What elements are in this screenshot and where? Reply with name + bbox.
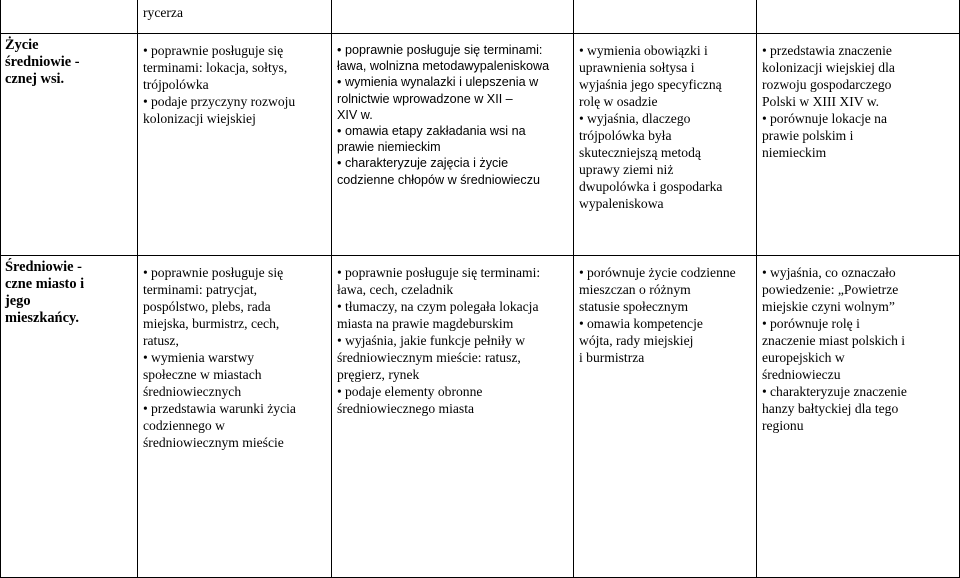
bullet-continuation [337,400,569,417]
bullet-text: rolnictwie wprowadzone w XII – [337,91,513,106]
topic-line: Średniowie - [5,259,82,275]
bullet-text: trójpolówka [143,77,209,92]
bullet-text: omawia etapy zakładania wsi na [345,124,526,139]
bullet-item [337,332,569,349]
cell-empty [574,0,757,34]
bullet-item [762,110,955,127]
bullet-continuation [337,315,569,332]
bullet-text: porównuje życie codzienne [587,265,736,280]
bullet-text: średniowiecznego miasta [337,401,475,416]
bullet-continuation [143,315,327,332]
bullet-item [579,264,752,281]
bullet-text: pospólstwo, plebs, rada [143,299,271,314]
village-level-3-cell [574,34,757,256]
bullet-text: poprawnie posługuje się terminami: [345,265,541,280]
topic-line: Życie [5,37,39,53]
bullet-text: wymienia wynalazki i ulepszenia w [345,75,539,90]
bullet-continuation [143,281,327,298]
bullet-icon: • [579,316,584,331]
bullet-continuation [762,93,955,110]
bullet-text: tłumaczy, na czym polegała lokacja [345,299,539,314]
bullet-continuation [762,417,955,434]
table-row-city [1,256,960,578]
bullet-text: trójpolówka była [579,128,672,143]
bullet-continuation [337,139,569,155]
bullet-item [337,42,569,58]
bullet-text: dwupolówka i gospodarka [579,179,723,194]
bullet-icon: • [337,124,342,139]
bullet-icon: • [762,111,767,126]
bullet-continuation [337,58,569,74]
bullet-continuation [579,127,752,144]
bullet-icon: • [762,384,767,399]
bullet-text: poprawnie posługuje się [151,43,284,58]
bullet-text: XIV w. [337,107,373,122]
bullet-icon: • [143,265,148,280]
bullet-item [762,315,955,332]
bullet-text: powiedzenie: „Powietrze [762,282,899,297]
bullet-icon: • [337,156,342,171]
bullet-item [337,383,569,400]
bullet-text: miejskie czyni wolnym” [762,299,895,314]
bullet-continuation [337,349,569,366]
bullet-text: terminami: lokacja, sołtys, [143,60,288,75]
bullet-continuation [762,298,955,315]
bullet-icon: • [579,43,584,58]
village-level-2-cell [332,34,574,256]
bullet-icon: • [143,94,148,109]
city-level-4-cell [757,256,960,578]
bullet-continuation [337,281,569,298]
bullet-continuation [337,91,569,107]
bullet-continuation [762,127,955,144]
bullet-continuation [762,349,955,366]
bullet-continuation [143,332,327,349]
bullet-text: podaje przyczyny rozwoju [151,94,296,109]
bullet-text: pręgierz, rynek [337,367,420,382]
bullet-text: skuteczniejszą metodą [579,145,701,160]
bullet-text: wyjaśnia, dlaczego [587,111,691,126]
cell-empty [757,0,960,34]
bullet-text: uprawnienia sołtysa i [579,60,695,75]
bullet-continuation [579,281,752,298]
bullet-text: codzienne chłopów w średniowieczu [337,172,541,187]
bullet-icon: • [337,299,342,314]
bullet-text: charakteryzuje zajęcia i życie [345,156,509,171]
table-row-continuation [1,0,960,34]
bullet-text: średniowiecznych [143,384,242,399]
bullet-item [579,110,752,127]
bullet-text: prawie polskim i [762,128,854,143]
bullet-text: wymienia obowiązki i [587,43,708,58]
bullet-continuation [143,417,327,434]
bullet-icon: • [337,265,342,280]
bullet-text: podaje elementy obronne [345,384,483,399]
bullet-item [143,400,327,417]
bullet-continuation [762,59,955,76]
village-level-1-cell [138,34,332,256]
cell-line: rycerza [143,5,183,20]
bullet-text: społeczne w miastach [143,367,262,382]
bullet-text: ława, wolnizna metodawypaleniskowa [337,59,550,74]
bullet-text: miasta na prawie magdeburskim [337,316,514,331]
bullet-continuation [579,178,752,195]
cell-empty [332,0,574,34]
city-level-2-cell [332,256,574,578]
bullet-item [762,264,955,281]
city-level-3-cell [574,256,757,578]
bullet-text: terminami: patrycjat, [143,282,257,297]
bullet-item [579,315,752,332]
bullet-text: porównuje rolę i [770,316,860,331]
bullet-item [579,42,752,59]
bullet-icon: • [143,350,148,365]
bullet-icon: • [337,384,342,399]
topic-line: średniowie - [5,54,80,70]
bullet-text: prawie niemieckim [337,140,441,155]
village-level-4-cell [757,34,960,256]
bullet-continuation [143,366,327,383]
bullet-continuation [143,110,327,127]
bullet-text: kolonizacji wiejskiej [143,111,256,126]
table-row-village [1,34,960,256]
bullet-continuation [337,107,569,123]
bullet-text: rolę w osadzie [579,94,658,109]
bullet-continuation [579,76,752,93]
bullet-text: i burmistrza [579,350,645,365]
bullet-icon: • [579,111,584,126]
bullet-continuation [579,195,752,212]
bullet-continuation [337,366,569,383]
bullet-continuation [762,144,955,161]
bullet-continuation [762,281,955,298]
bullet-icon: • [579,265,584,280]
bullet-text: wymienia warstwy [151,350,255,365]
bullet-continuation [579,298,752,315]
bullet-text: poprawnie posługuje się [151,265,284,280]
bullet-text: hanzy bałtyckiej dla tego [762,401,899,416]
bullet-continuation [762,366,955,383]
bullet-text: mieszczan o różnym [579,282,691,297]
bullet-text: wójta, rady miejskiej [579,333,694,348]
bullet-text: kolonizacji wiejskiej dla [762,60,895,75]
bullet-text: Polski w XIII XIV w. [762,94,880,109]
topic-cell-city [1,256,138,578]
bullet-text: rozwoju gospodarczego [762,77,892,92]
bullet-item [337,155,569,171]
bullet-text: omawia kompetencje [587,316,703,331]
bullet-item [337,298,569,315]
bullet-continuation [579,144,752,161]
bullet-item [143,42,327,59]
bullet-text: wyjaśnia, jakie funkcje pełniły w [345,333,526,348]
bullet-continuation [579,93,752,110]
bullet-text: przedstawia warunki życia [151,401,296,416]
bullet-text: regionu [762,418,804,433]
bullet-continuation [143,76,327,93]
bullet-text: miejska, burmistrz, cech, [143,316,280,331]
bullet-continuation [579,59,752,76]
bullet-icon: • [337,43,342,57]
bullet-continuation [762,76,955,93]
topic-line: mieszkańcy. [5,310,79,326]
bullet-continuation [143,434,327,451]
bullet-text: charakteryzuje znaczenie [770,384,907,399]
bullet-text: uprawy ziemi niż [579,162,674,177]
topic-line: cznej wsi. [5,71,65,87]
bullet-icon: • [337,333,342,348]
bullet-continuation [143,298,327,315]
bullet-text: średniowieczu [762,367,841,382]
bullet-text: europejskich w [762,350,845,365]
bullet-text: ława, cech, czeladnik [337,282,454,297]
bullet-text: przedstawia znaczenie [770,43,892,58]
bullet-text: porównuje lokacje na [770,111,888,126]
bullet-text: niemieckim [762,145,827,160]
bullet-continuation [762,400,955,417]
bullet-icon: • [762,316,767,331]
cell-continuation-text [138,0,332,34]
bullet-icon: • [143,401,148,416]
city-level-1-cell [138,256,332,578]
bullet-icon: • [762,265,767,280]
bullet-text: wypaleniskowa [579,196,664,211]
bullet-continuation [579,161,752,178]
bullet-item [143,349,327,366]
bullet-item [143,264,327,281]
bullet-item [337,264,569,281]
bullet-continuation [143,59,327,76]
topic-cell-village [1,34,138,256]
bullet-text: średniowiecznym mieście: ratusz, [337,350,521,365]
bullet-continuation [337,172,569,188]
bullet-text: codziennego w [143,418,225,433]
bullet-text: średniowiecznym mieście [143,435,284,450]
bullet-item [762,42,955,59]
bullet-item [337,74,569,90]
bullet-text: statusie społecznym [579,299,689,314]
topic-line: czne miasto i [5,276,85,292]
bullet-text: poprawnie posługuje się terminami: [345,43,543,57]
bullet-icon: • [143,43,148,58]
bullet-icon: • [762,43,767,58]
bullet-continuation [579,332,752,349]
bullet-continuation [143,383,327,400]
bullet-text: znaczenie miast polskich i [762,333,906,348]
topic-line: jego [5,293,31,309]
bullet-continuation [762,332,955,349]
bullet-icon: • [337,75,342,90]
bullet-continuation [579,349,752,366]
bullet-item [762,383,955,400]
bullet-item [337,123,569,139]
bullet-text: wyjaśnia, co oznaczało [770,265,896,280]
cell-empty [1,0,138,34]
bullet-text: wyjaśnia jego specyficzną [579,77,722,92]
bullet-item [143,93,327,110]
bullet-text: ratusz, [143,333,179,348]
